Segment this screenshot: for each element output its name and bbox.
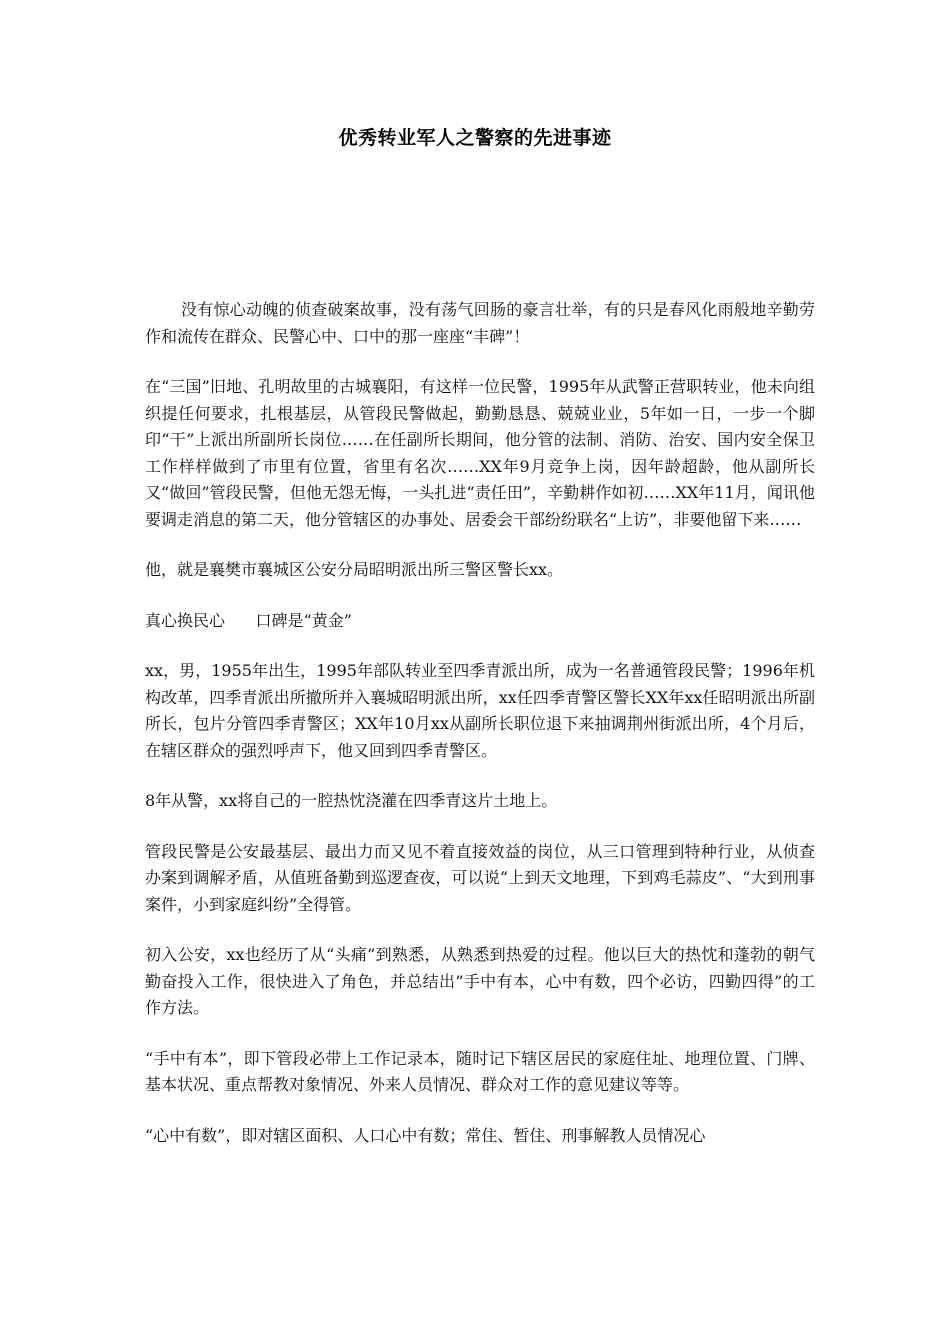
intro-paragraph: 没有惊心动魄的侦查破案故事，没有荡气回肠的豪言壮举，有的只是春风化雨般地辛勤劳作和流传在群众、民警心中、口中的那一座座“丰碑”！ — [145, 300, 815, 346]
body-paragraph: 8年从警，xx将自己的一腔热忱浇灌在四季青这片土地上。 — [145, 791, 558, 810]
section-heading — [145, 608, 815, 635]
body-paragraph: 初入公安，xx也经历了从“头痛”到熟悉，从熟悉到热爱的过程。他以巨大的热忱和蓬勃的朝气勤奋投入工作，很快进入了角色，并总结出”手中有本，心中有数，四个必访，四勤四得”的工作方法。 — [145, 945, 815, 1017]
document-title: 优秀转业军人之警察的先进事迹 — [338, 127, 612, 149]
body-paragraph: 在“三国”旧地、孔明故里的古城襄阳，有这样一位民警，1995年从武警正营职转业，他未向组织提任何要求，扎根基层，从管段民警做起，勤勤恳恳、兢兢业业，5年如一日，一步一个脚印“干”上派出所副所长岗位……在任副所长期间，他分管的法制、消防、治安、国内安全保卫工作样样做到了市里有位置，省里有名次……XX年9月竞争上岗，因年龄超龄，他从副所长又“做回”管段民警，但他无怨无悔，一头扎进“责任田”，辛勤耕作如初……XX年11月，闻讯他要调走消息的第二天，他分管辖区的办事处、居委会干部纷纷联名“上访”，非要他留下来…… — [145, 377, 815, 529]
document-body — [145, 297, 815, 1173]
body-paragraph: “手中有本”，即下管段必带上工作记录本，随时记下辖区居民的家庭住址、地理位置、门牌、基本状况、重点帮教对象情况、外来人员情况、群众对工作的意见建议等等。 — [145, 1048, 815, 1094]
section-heading-part2: 口碑是“黄金” — [255, 610, 352, 630]
body-paragraph: “心中有数”，即对辖区面积、人口心中有数；常住、暂住、刑事解教人员情况心 — [145, 1125, 706, 1145]
body-paragraph: 管段民警是公安最基层、最出力而又见不着直接效益的岗位，从三口管理到特种行业，从侦查办案到调解矛盾，从值班备勤到巡逻查夜，可以说“上到天文地理，下到鸡毛蒜皮”、“大到刑事案件，小到家庭纠纷”全得管。 — [145, 841, 815, 914]
body-paragraph: xx，男，1955年出生，1995年部队转业至四季青派出所，成为一名普通管段民警；1996年机构改革，四季青派出所撤所并入襄城昭明派出所，xx任四季青警区警长XX年xx任昭明派出所副所长，包片分管四季青警区；XX年10月xx从副所长职位退下来抽调荆州街派出所，4个月后，在辖区群众的强烈呼声下，他又回到四季青警区。 — [145, 661, 815, 760]
body-paragraph: 他，就是襄樊市襄城区公安分局昭明派出所三警区警长xx。 — [145, 560, 564, 579]
section-heading-part1: 真心换民心 — [145, 610, 226, 630]
